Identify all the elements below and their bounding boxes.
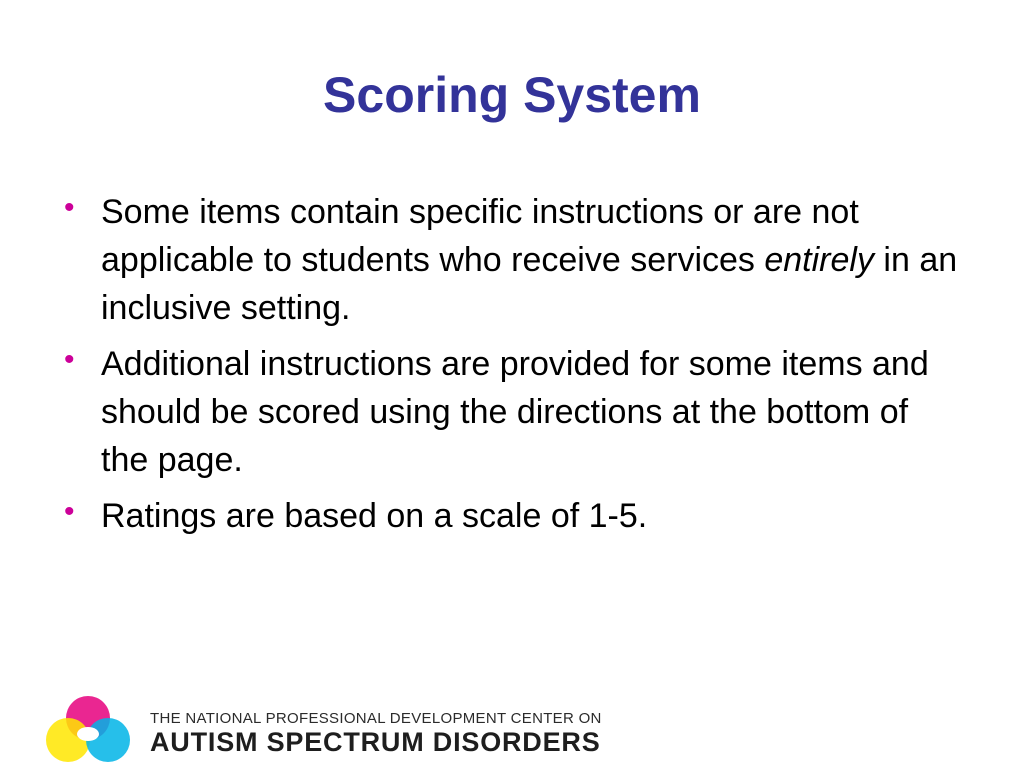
bullet-item-2 [62,340,962,484]
bullet-text-1-start: Some items contain specific instructions or are not applicable to students who receive services [101,193,859,279]
bullet-list [62,188,962,548]
org-name-line1: THE NATIONAL PROFESSIONAL DEVELOPMENT CENTER ON [150,710,602,727]
org-name-line2: AUTISM SPECTRUM DISORDERS [150,727,601,757]
overlapping-circles-logo-icon [40,694,136,766]
bullet-text-3: Ratings are based on a scale of 1-5. [101,497,648,535]
slide-title: Scoring System [323,67,701,123]
bullet-marker-icon: • [64,191,75,224]
bullet-marker-icon: • [64,343,75,376]
bullet-item-3 [62,492,962,540]
bullet-text-1-emphasis: entirely [764,241,874,279]
bullet-item-1 [62,188,962,332]
bullet-text-2: Additional instructions are provided for some items and should be scored using the directions at the bottom of the page. [101,345,929,479]
bullet-text-1-end: in an inclusive setting. [101,241,958,327]
bullet-marker-icon: • [64,495,75,528]
